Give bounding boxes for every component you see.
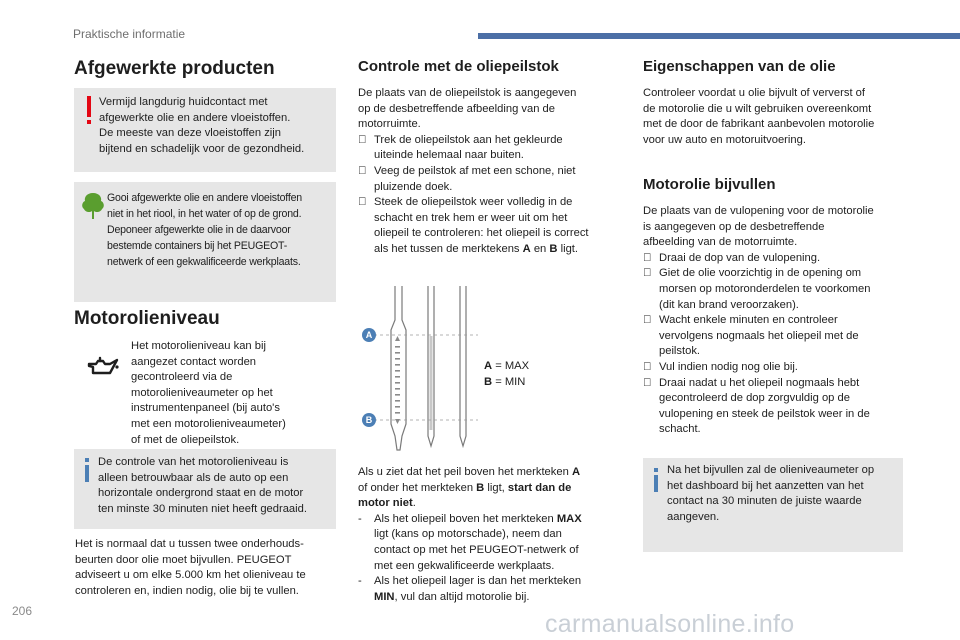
refill-step-4: Vul indien nodig nog olie bij. [659, 360, 798, 373]
header-accent-bar [478, 33, 960, 39]
refill-advice-text: Het is normaal dat u tussen twee onderhouds- beurten door olie moet bijvullen. PEUGEOT adviseert u om elke 5.000 km het olieniveau te controleren en, indien nodig, olie bij te vullen. [75, 538, 306, 597]
dipstick-step-1: Trek de oliepeilstok aan het gekleurde [374, 133, 563, 146]
refill-step-5: Draai nadat u het oliepeil nogmaals hebt [659, 376, 860, 389]
info-icon [84, 458, 90, 482]
heading-controle-oliepeilstok: Controle met de oliepeilstok [358, 58, 559, 75]
case-above-max: - Als het oliepeil boven het merkteken MAX [358, 512, 582, 525]
legend-a: A = MAX [484, 360, 530, 372]
watermark: carmanualsonline.info [545, 610, 795, 638]
legend-b: B = MIN [484, 375, 526, 388]
tree-icon [81, 192, 105, 220]
oil-properties-text: Controleer voordat u olie bijvult of ververst of de motorolie die u wilt gebruiken overeenkomt met de door de fabrikant aanbevolen motorolie voor uw auto en motoruitvoering. [643, 87, 875, 146]
heading-afgewerkte-producten: Afgewerkte producten [74, 58, 275, 79]
heading-motorolieniveau: Motorolieniveau [74, 308, 220, 329]
refill-step-3: Wacht enkele minuten en controleer [659, 314, 838, 327]
case-below-min: - Als het oliepeil lager is dan het merkteken [358, 575, 582, 588]
page-number: 206 [12, 604, 33, 618]
heading-motorolie-bijvullen: Motorolie bijvullen [643, 176, 776, 193]
refill-instructions: De plaats van de vulopening voor de motorolie is aangegeven op de desbetreffende afbeelding van de motorruimte. Draai de dop van de vulopening. Giet de olie voorzichtig in de opening om morsen op motoronderdelen te voorkomen (dit kan brand veroorzaken). Wacht enkele minuten en controleer vervolgens nogmaals het oliepeil met de peilstok. Vul indien nodig nog olie bij. Draai nadat u het oliepeil nogmaals hebt gecontroleerd de dop zorgvuldig op de vulopening en steek de peilstok weer in de schacht. [643, 204, 905, 438]
marker-a: A [362, 328, 376, 342]
warning-box [74, 88, 336, 172]
info-icon [653, 468, 659, 492]
dipstick-step-2: Veeg de peilstok af met een schone, niet [374, 164, 576, 177]
refill-step-2: Giet de olie voorzichtig in de opening om [659, 267, 862, 280]
warning-text: Vermijd langdurig huidcontact met afgewerkte olie en andere vloeistoffen. De meeste van deze vloeistoffen zijn bijtend en schadelijk voor de gezondheid. [99, 96, 305, 155]
marker-b: B [362, 413, 376, 427]
oil-can-icon [84, 354, 120, 380]
dipstick-instructions: De plaats van de oliepeilstok is aangegeven op de desbetreffende afbeelding van de motorruimte. Trek de oliepeilstok aan het gekleurde uiteinde helemaal naar buiten. Veeg de peilstok af met een schone, niet pluizende doek. Steek de oliepeilstok weer volledig in de schacht en trek hem er weer uit om het oliepeil te controleren: het oliepeil is correct als het tussen de merktekens A en B ligt. [358, 86, 620, 258]
section-label: Praktische informatie [73, 27, 186, 41]
dipstick-illustration [362, 286, 482, 454]
info-box-1 [74, 449, 336, 529]
info-box-2 [643, 458, 903, 552]
dipstick-legend [484, 359, 564, 390]
heading-eigenschappen-olie: Eigenschappen van de olie [643, 58, 836, 75]
level-result-text: Als u ziet dat het peil boven het merkteken A of onder het merkteken B ligt, start dan de motor niet. - Als het oliepeil boven het merkteken MAX ligt (kans op motorschade), neem dan contact op met het PEUGEOT-netwerk of met een gekwalificeerde werkplaats. - Als het oliepeil lager is dan het merkteken MIN, vul dan altijd motorolie bij. [358, 465, 620, 605]
info-text-1: De controle van het motorolieniveau is alleen betrouwbaar als de auto op een horizontale ondergrond staat en de motor ten minste 30 minuten niet heeft gedraaid. [98, 456, 307, 515]
eco-box [74, 182, 336, 302]
dipstick-step-3: Steek de oliepeilstok weer volledig in de [374, 196, 573, 209]
eco-text: Gooi afgewerkte olie en andere vloeistoffen niet in het riool, in het water of op de grond. Deponeer afgewerkte olie in de daarvoor bestemde containers bij het PEUGEOT- netwerk of een gekwalificeerde werkplaats. [107, 192, 302, 268]
oil-level-text: Het motorolieniveau kan bij aangezet contact worden gecontroleerd via de motorolieniveaumeter op het instrumentenpaneel (bij auto's met een motorolieniveaumeter) of met de oliepeilstok. [131, 340, 286, 446]
exclamation-icon [86, 96, 92, 126]
info-text-2: Na het bijvullen zal de olieniveaumeter op het dashboard bij het aanzetten van het contact na 30 minuten de juiste waarde aangeven. [667, 464, 875, 523]
refill-step-1: Draai de dop van de vulopening. [659, 251, 821, 264]
